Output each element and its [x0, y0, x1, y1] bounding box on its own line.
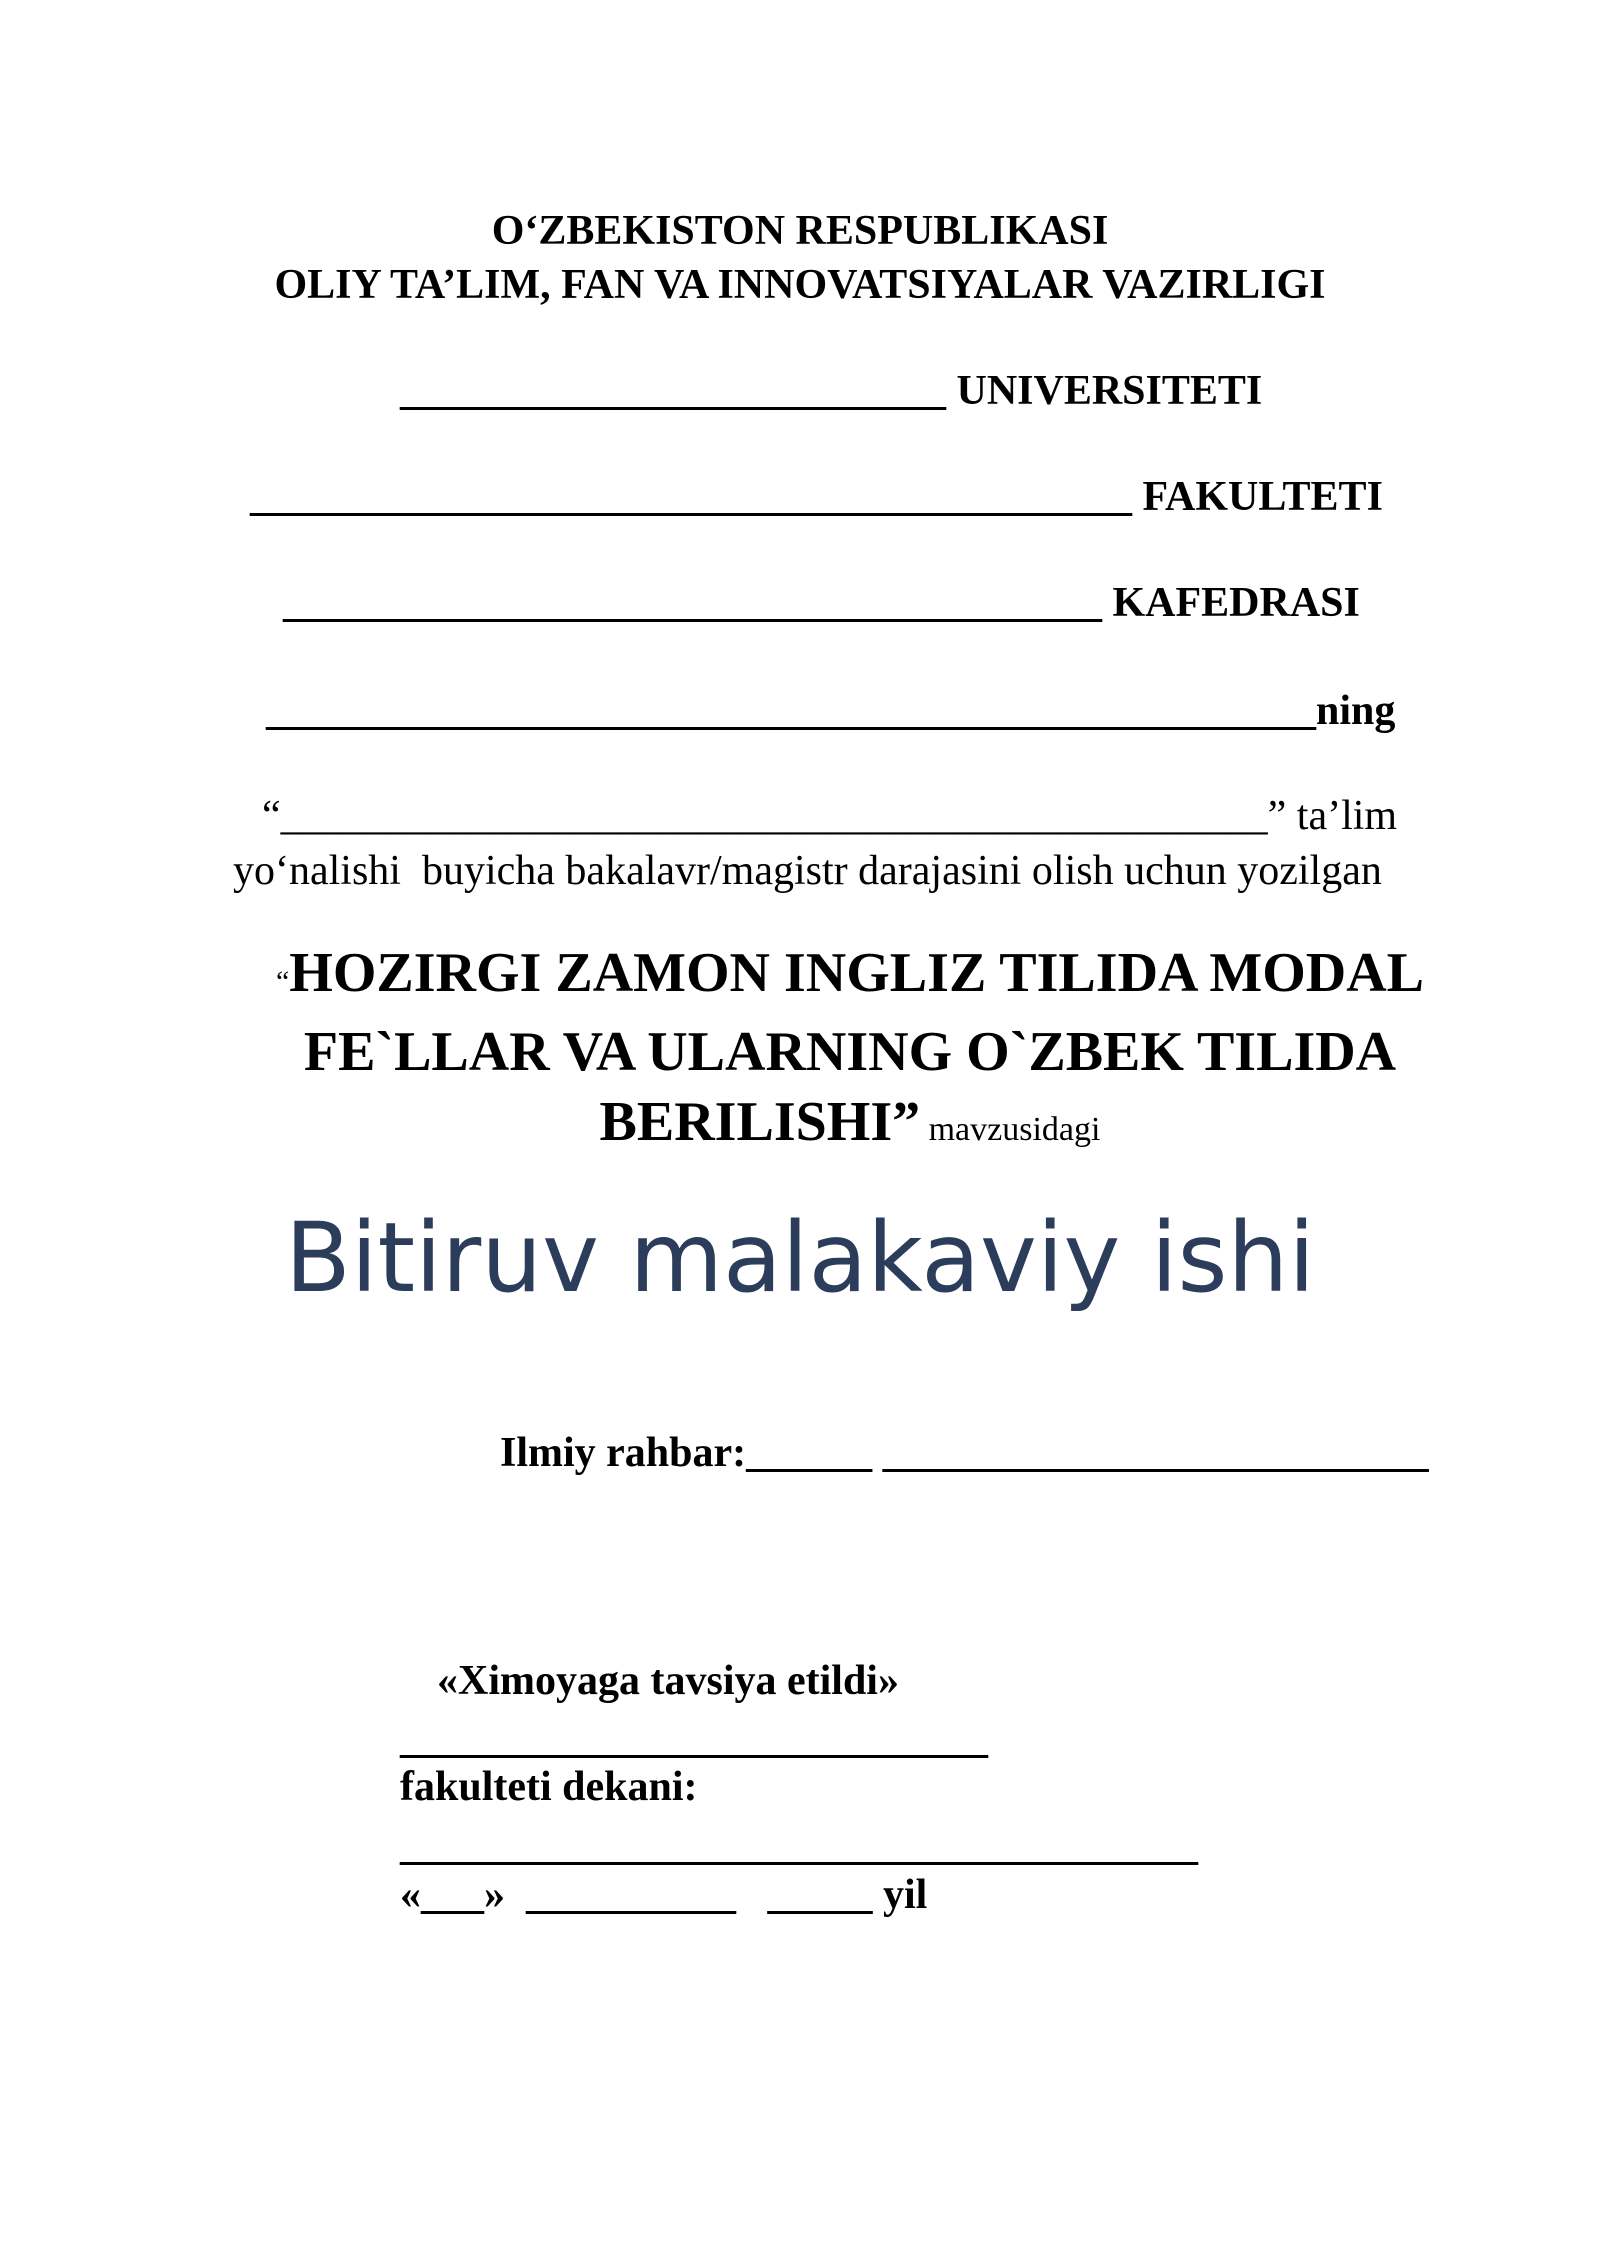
ministry-heading: OLIY TA’LIM, FAN VA INNOVATSIYALAR VAZIRLIGI [274, 262, 1326, 308]
topic-open-quote: “ [275, 965, 290, 998]
signature-line-2: ______________________________________ [400, 1823, 1198, 1869]
student-line: __________________________________________________ning [266, 688, 1396, 734]
department-line: _______________________________________ KAFEDRASI [283, 580, 1360, 626]
recommended-label: «Ximoyaga tavsiya etildi» [437, 1658, 899, 1704]
topic-suffix: mavzusidagi [920, 1111, 1101, 1148]
date-line: «___» __________ _____ yil [400, 1872, 928, 1918]
supervisor-line: Ilmiy rahbar:______ __________________________ [500, 1430, 1429, 1476]
university-line: __________________________ UNIVERSITETI [400, 368, 1263, 414]
dean-label: fakulteti dekani: [400, 1764, 698, 1810]
direction-line: “_______________________________________________” ta’lim [262, 793, 1398, 839]
signature-line-1: ____________________________ [400, 1716, 988, 1762]
topic-title: HOZIRGI ZAMON INGLIZ TILIDA MODAL FE`LLAR VA ULARNING O`ZBEK TILIDA BERILISHI [289, 942, 1425, 1153]
republic-heading: O‘ZBEKISTON RESPUBLIKASI [491, 208, 1109, 254]
faculty-line: __________________________________________ FAKULTETI [250, 474, 1383, 520]
degree-line: yo‘nalishi buyicha bakalavr/magistr darajasini olish uchun yozilgan [233, 848, 1382, 894]
thesis-topic [200, 938, 1500, 1165]
work-title: Bitiruv malakaviy ishi [284, 1202, 1316, 1314]
topic-close-quote: ” [892, 1091, 921, 1153]
